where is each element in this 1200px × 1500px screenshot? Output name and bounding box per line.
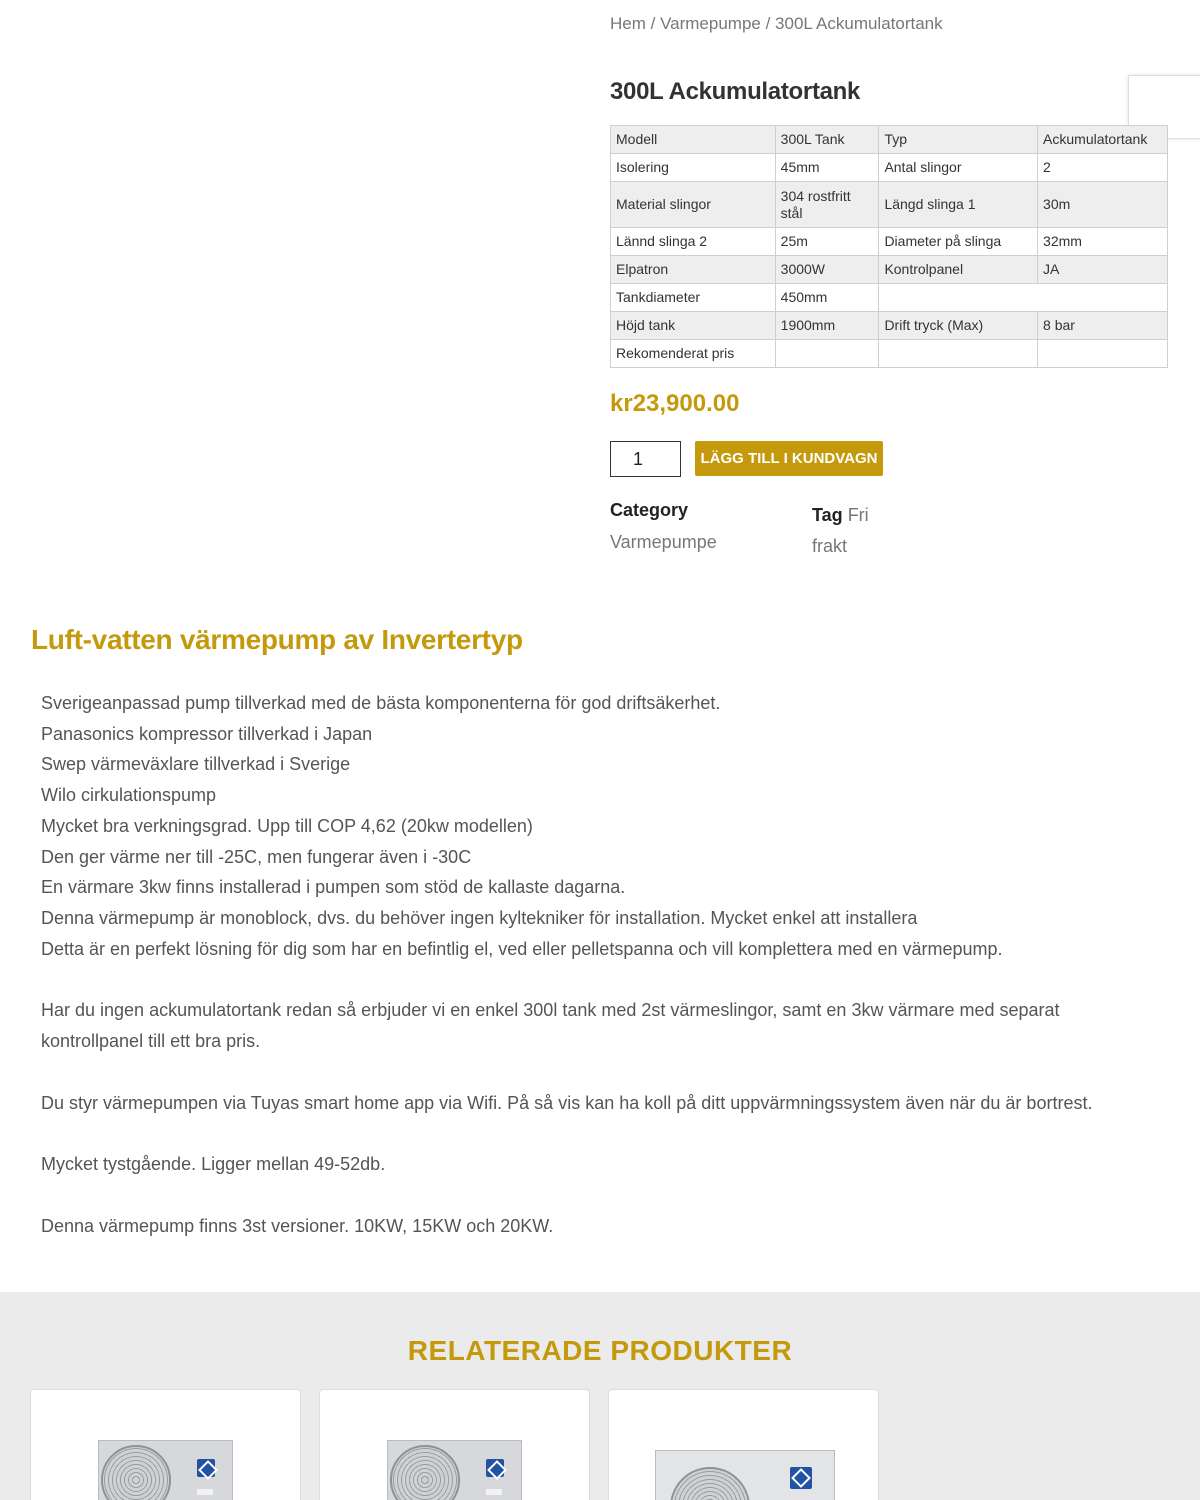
breadcrumb-category-link[interactable]: Varmepumpe [660,14,761,33]
spec-cell [775,340,879,368]
description-line: Den ger värme ner till -25C, men fungerar även i -30C [41,846,472,867]
related-product-card[interactable] [608,1389,879,1500]
spec-cell: Typ [879,126,1038,154]
spec-cell: Höjd tank [611,312,776,340]
related-products-title: RELATERADE PRODUKTER [407,1335,793,1366]
spec-cell: 45mm [775,154,879,182]
fan-icon [390,1445,460,1500]
spec-cell: 3000W [775,256,879,284]
spec-cell: Rekomenderat pris [611,340,776,368]
spec-cell: 8 bar [1038,312,1168,340]
description-line: Sverigeanpassad pump tillverkad med de bästa komponenterna för god driftsäkerhet. [41,693,721,713]
related-product-card[interactable] [319,1389,590,1500]
spec-cell: 25m [775,228,879,256]
product-specs-table [610,125,1168,368]
spec-cell [879,284,1168,312]
heat-pump-product-image [387,1440,522,1500]
breadcrumb-separator: / [645,14,661,33]
breadcrumb-home-link[interactable]: Hem [610,14,646,33]
description-line: En värmare 3kw finns installerad i pumpen som stöd de kallaste dagarna. [41,877,626,898]
table-row [611,256,1168,284]
table-row [611,182,1168,228]
spec-cell: 450mm [775,284,879,312]
spec-cell: Material slingor [611,182,776,228]
spec-cell: Antal slingor [879,154,1038,182]
quantity-input[interactable] [610,441,681,477]
breadcrumb-current: 300L Ackumulatortank [775,14,943,33]
table-row [611,126,1168,154]
spec-cell: Modell [611,126,776,154]
heat-pump-product-image [655,1450,835,1500]
tag-label: Tag [812,505,843,525]
description-line: Denna värmepump är monoblock, dvs. du behöver ingen kyltekniker för installation. Mycket enkel att installera [41,907,918,928]
spec-cell [1038,340,1168,368]
product-price: kr23,900.00 [610,390,740,417]
description-line: Swep värmeväxlare tillverkad i Sverige [41,754,351,775]
description-paragraph: Du styr värmepumpen via Tuyas smart home app via Wifi. På så vis kan ha koll på ditt uppvärmningssystem även när du är bortrest. [41,1092,1093,1113]
tag-link[interactable]: Fri frakt [812,505,869,556]
brand-logo-icon [197,1459,215,1477]
brand-logo-icon [790,1467,812,1489]
product-description [41,688,1166,1242]
description-line: Detta är en perfekt lösning för dig som har en befintlig el, ved eller pelletspanna och vill komplettera med en värmepump. [41,938,1003,959]
spec-cell: 304 rostfritt stål [775,182,879,228]
table-row [611,284,1168,312]
spec-cell: Lännd slinga 2 [611,228,776,256]
spec-cell: Elpatron [611,256,776,284]
description-paragraph: Denna värmepump finns 3st versioner. 10KW, 15KW och 20KW. [41,1216,554,1237]
spec-cell: 1900mm [775,312,879,340]
heat-pump-product-image [98,1440,233,1500]
label-sticker [197,1489,213,1495]
label-sticker [486,1489,502,1495]
fan-icon [670,1467,750,1500]
spec-cell: Drift tryck (Max) [879,312,1038,340]
table-row [611,340,1168,368]
spec-cell: 2 [1038,154,1168,182]
breadcrumb-separator: / [760,14,776,33]
spec-cell: 300L Tank [775,126,879,154]
description-paragraph: Mycket tystgående. Ligger mellan 49-52db. [41,1154,386,1175]
spec-cell: Ackumulatortank [1038,126,1168,154]
spec-cell: Diameter på slinga [879,228,1038,256]
description-paragraph: Har du ingen ackumulatortank redan så erbjuder vi en enkel 300l tank med 2st värmeslingor, samt en 3kw värmare med separat kontrollpanel till ett bra pris. [41,1000,1060,1052]
category-link[interactable]: Varmepumpe [610,532,717,552]
spec-cell: Isolering [611,154,776,182]
tag-meta [812,500,892,562]
related-product-card[interactable] [30,1389,301,1500]
description-line: Wilo cirkulationspump [41,785,217,806]
spec-cell: Tankdiameter [611,284,776,312]
product-title: 300L Ackumulatortank [610,78,861,105]
breadcrumb [610,14,943,34]
description-line: Panasonics kompressor tillverkad i Japan [41,723,373,744]
add-to-cart-button[interactable]: LÄGG TILL I KUNDVAGN [695,441,883,476]
table-row [611,154,1168,182]
spec-cell: JA [1038,256,1168,284]
spec-cell [879,340,1038,368]
spec-cell: Kontrolpanel [879,256,1038,284]
description-heading: Luft-vatten värmepump av Invertertyp [31,624,523,655]
spec-cell: 32mm [1038,228,1168,256]
brand-logo-icon [486,1459,504,1477]
description-line: Mycket bra verkningsgrad. Upp till COP 4,62 (20kw modellen) [41,815,533,836]
category-label: Category [610,500,689,520]
spec-cell: Längd slinga 1 [879,182,1038,228]
fan-icon [101,1445,171,1500]
spec-cell: 30m [1038,182,1168,228]
table-row [611,228,1168,256]
table-row [611,312,1168,340]
